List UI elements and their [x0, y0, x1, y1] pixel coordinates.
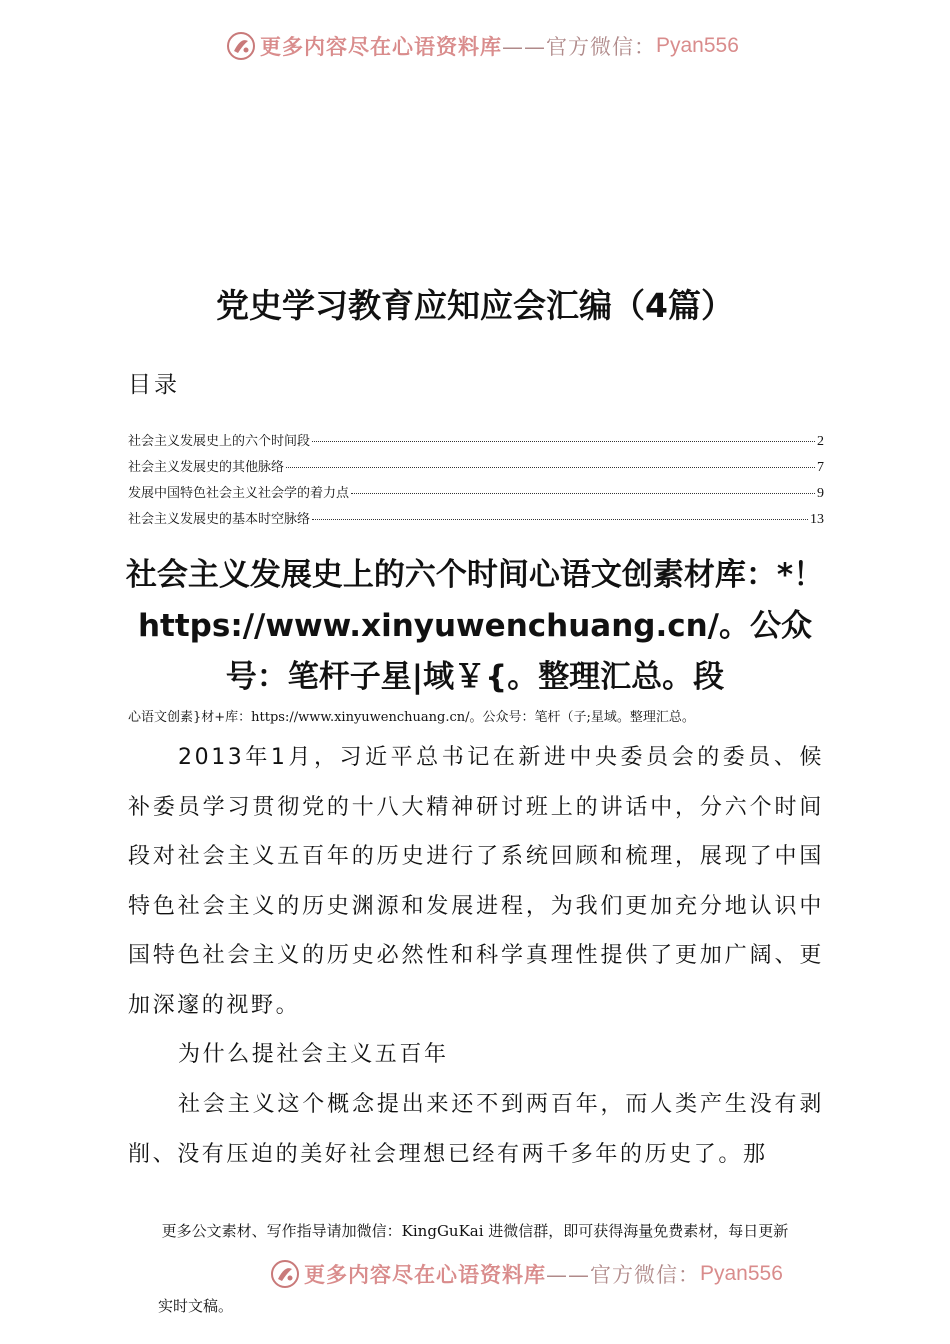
footer-tail: 实时文稿。 — [158, 1297, 234, 1315]
toc-entry-page: 13 — [810, 512, 824, 527]
toc-entry-page: 2 — [817, 434, 824, 449]
table-of-contents — [128, 430, 824, 534]
header-banner — [226, 31, 739, 61]
brand-logo-icon — [270, 1259, 300, 1289]
footer-note: 更多公文素材、写作指导请加微信：KingGuKai 进微信群，即可获得海量免费素材，每日更新 — [161, 1222, 789, 1240]
toc-entry-title: 社会主义发展史上的六个时间段 — [128, 434, 311, 449]
footer-banner-text: 更多内容尽在心语资料库 — [304, 1263, 546, 1287]
toc-entry[interactable] — [128, 456, 824, 482]
header-banner-sub: ——官方微信： — [502, 35, 656, 59]
toc-entry-page: 9 — [817, 486, 824, 501]
toc-leader-dots — [312, 441, 815, 442]
toc-entry[interactable] — [128, 508, 824, 534]
brand-logo-icon — [226, 31, 256, 61]
toc-entry-title: 发展中国特色社会主义社会学的着力点 — [128, 486, 350, 501]
header-banner-text: 更多内容尽在心语资料库 — [260, 35, 502, 59]
toc-leader-dots — [351, 493, 815, 494]
body-paragraph: 2013年1月，习近平总书记在新进中央委员会的委员、候补委员学习贯彻党的十八大精神研讨班上的讲话中，分六个时间段对社会主义五百年的历史进行了系统回顾和梳理，展现了中国特色社会主义的历史渊源和发展进程，为我们更加充分地认识中国特色社会主义的历史必然性和科学真理性提供了更加广阔、更加深邃的视野。 — [128, 745, 824, 1018]
toc-leader-dots — [312, 519, 808, 520]
source-line: 心语文创素}材+库：https://www.xinyuwenchuang.cn/。公众号：笔杆（子;星域。整理汇总。 — [128, 710, 695, 725]
toc-entry[interactable] — [128, 482, 824, 508]
body-paragraph: 社会主义这个概念提出来还不到两百年，而人类产生没有剥削、没有压迫的美好社会理想已经有两千多年的历史了。那 — [128, 1092, 824, 1167]
header-banner-wechat-id: Pyan556 — [656, 34, 739, 57]
section-title: 社会主义发展史上的六个时间心语文创素材库：*！https://www.xinyuwenchuang.cn/。公众号：笔杆子星|域￥{。整理汇总。段 — [125, 557, 825, 695]
footer-banner — [270, 1259, 783, 1289]
toc-entry-title: 社会主义发展史的基本时空脉络 — [128, 512, 311, 527]
toc-heading: 目录 — [128, 372, 180, 398]
footer-banner-sub: ——官方微信： — [546, 1263, 700, 1287]
toc-entry[interactable] — [128, 430, 824, 456]
toc-entry-title: 社会主义发展史的其他脉络 — [128, 460, 285, 475]
document-title: 党史学习教育应知应会汇编（4篇） — [216, 286, 734, 325]
toc-entry-page: 7 — [817, 460, 824, 475]
toc-leader-dots — [286, 467, 815, 468]
footer-banner-wechat-id: Pyan556 — [700, 1262, 783, 1285]
subheading-paragraph: 为什么提社会主义五百年 — [178, 1042, 449, 1067]
